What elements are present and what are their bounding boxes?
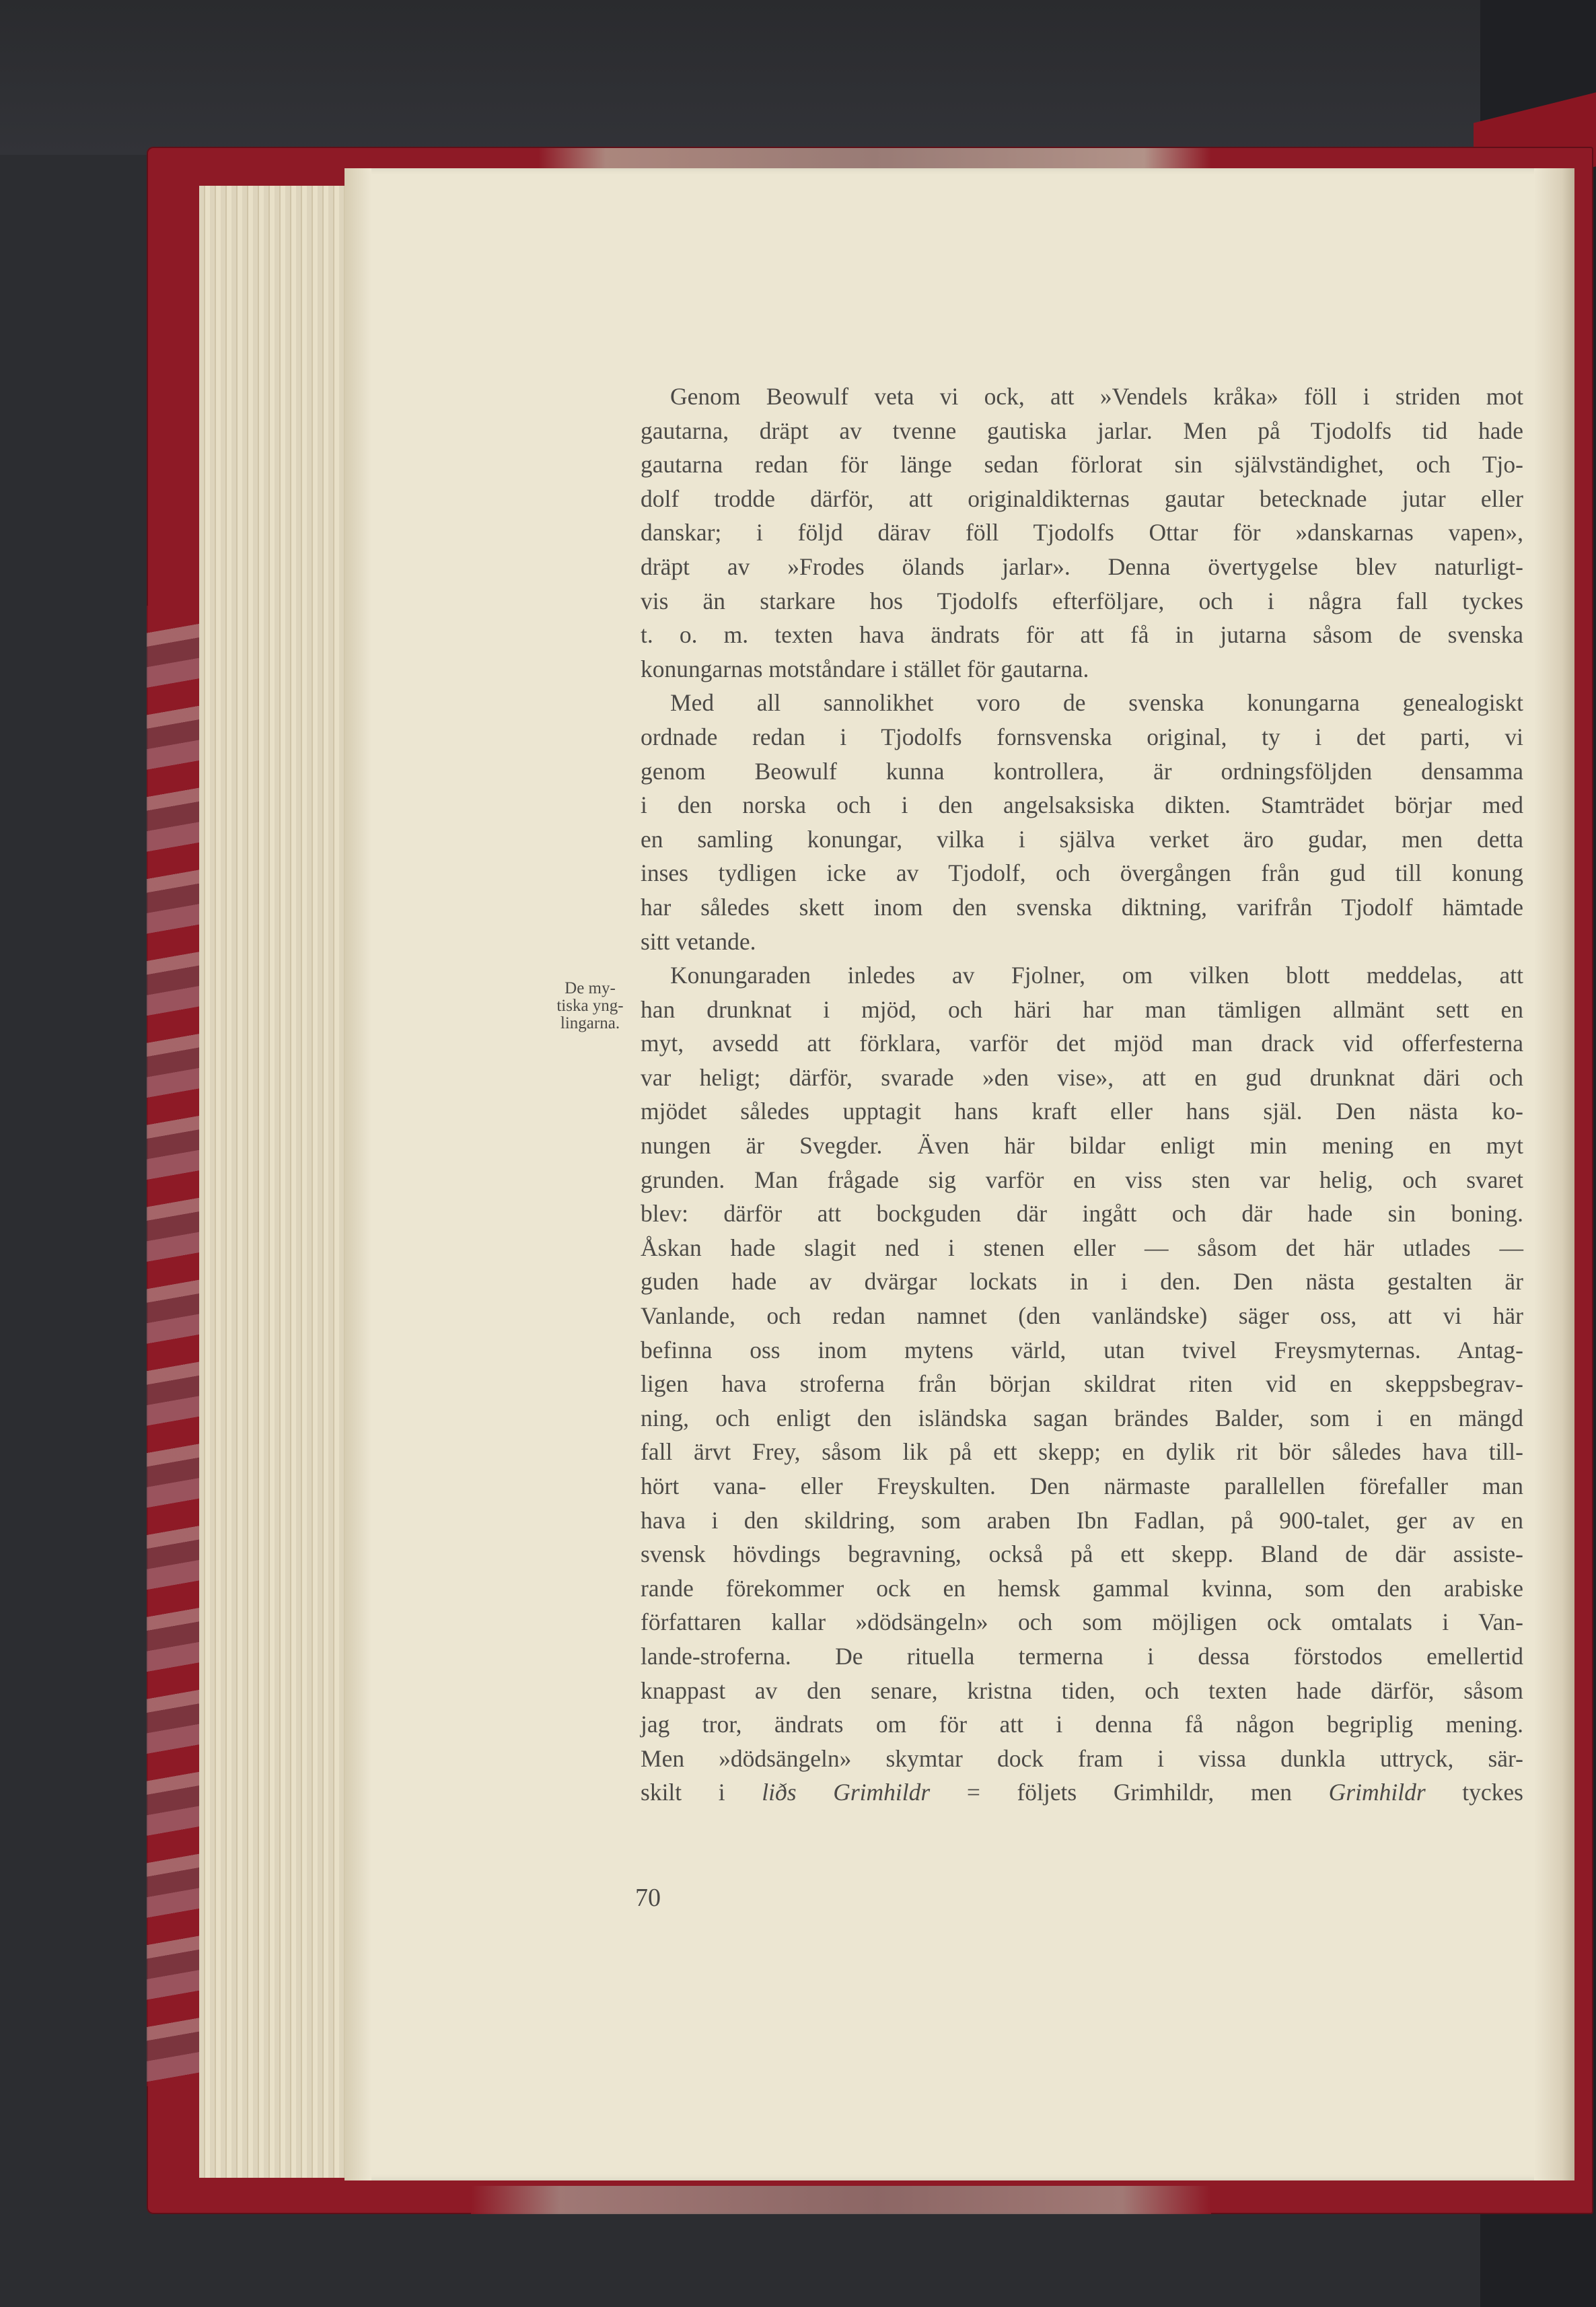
text-line: lande-stroferna. De rituella termerna i dessa förstodos emellertid bbox=[641, 1642, 1523, 1670]
text-line: inses tydligen icke av Tjodolf, och övergången från gud till konung bbox=[641, 859, 1523, 887]
text-line: Genom Beowulf veta vi ock, att »Vendels kråka» föll i striden mot bbox=[670, 383, 1523, 410]
text-line: en samling konungar, vilka i själva verket äro gudar, men detta bbox=[641, 825, 1523, 853]
text-line: guden hade av dvärgar lockats in i den. Den nästa gestalten är bbox=[641, 1268, 1523, 1296]
text-line: ligen hava stroferna från början skildrat riten vid en skeppsbegrav- bbox=[641, 1370, 1523, 1398]
page-edges bbox=[199, 186, 361, 2178]
text-line: fall ärvt Frey, såsom lik på ett skepp; en dylik rit bör således hava till- bbox=[641, 1438, 1523, 1466]
text-line: grunden. Man frågade sig varför en viss sten var helig, och svaret bbox=[641, 1166, 1523, 1193]
italic-term: liðs Grimhildr bbox=[762, 1779, 931, 1806]
margin-note-line: lingarna. bbox=[560, 1014, 620, 1032]
page-curl bbox=[1534, 168, 1574, 2180]
text-line-final bbox=[641, 1775, 1523, 1810]
text-segment: tyckes bbox=[1425, 1779, 1523, 1806]
text-line: ordnade redan i Tjodolfs fornsvenska original, ty i det parti, vi bbox=[641, 723, 1523, 750]
text-line: gautarna redan för länge sedan förlorat sin självständighet, och Tjo- bbox=[641, 451, 1523, 478]
margin-note-line: tiska yng- bbox=[556, 997, 624, 1015]
text-line: danskar; i följd därav föll Tjodolfs Ottar för »danskarnas vapen», bbox=[641, 519, 1523, 546]
body-text bbox=[641, 380, 1523, 1810]
text-line: har således skett inom den svenska diktning, varifrån Tjodolf hämtade bbox=[641, 893, 1523, 921]
text-line: hört vana- eller Freyskulten. Den närmaste parallellen förefaller man bbox=[641, 1472, 1523, 1499]
page-number: 70 bbox=[635, 1884, 661, 1912]
margin-note bbox=[540, 980, 641, 1032]
text-line: Men »dödsängeln» skymtar dock fram i vissa dunkla uttryck, sär- bbox=[641, 1744, 1523, 1772]
text-line: t. o. m. texten hava ändrats för att få in jutarna såsom de svenska bbox=[641, 621, 1523, 649]
cover-marbling bbox=[147, 606, 201, 2086]
cover-band-bottom bbox=[471, 2186, 1211, 2214]
page-gutter bbox=[344, 168, 371, 2180]
text-line: vis än starkare hos Tjodolfs efterföljare, och i några fall tyckes bbox=[641, 587, 1523, 614]
text-line: sitt vetande. bbox=[641, 927, 756, 955]
text-segment: = följets Grimhildr, men bbox=[930, 1779, 1329, 1806]
text-line: Åskan hade slagit ned i stenen eller — såsom det här utlades — bbox=[641, 1234, 1523, 1261]
text-line: författaren kallar »dödsängeln» och som möjligen ock omtalats i Van- bbox=[641, 1608, 1523, 1636]
margin-note-line: De my- bbox=[565, 979, 616, 997]
text-line: hava i den skildring, som araben Ibn Fadlan, på 900-talet, ger av en bbox=[641, 1506, 1523, 1534]
text-line: dolf trodde därför, att originaldikternas gautar betecknade jutar eller bbox=[641, 485, 1523, 512]
text-line: rande förekommer ock en hemsk gammal kvinna, som den arabiske bbox=[641, 1574, 1523, 1602]
italic-term: Grimhildr bbox=[1328, 1779, 1426, 1806]
text-segment: skilt i bbox=[641, 1779, 762, 1806]
text-line: var heligt; därför, svarade »den vise», att en gud drunknat däri och bbox=[641, 1063, 1523, 1091]
text-line: i den norska och i den angelsaksiska dikten. Stamträdet börjar med bbox=[641, 791, 1523, 819]
text-line: mjödet således upptagit hans kraft eller hans själ. Den nästa ko- bbox=[641, 1098, 1523, 1125]
text-line: Med all sannolikhet voro de svenska konungarna genealogiskt bbox=[670, 689, 1523, 717]
text-line: befinna oss inom mytens värld, utan tvivel Freysmyternas. Antag- bbox=[641, 1336, 1523, 1363]
text-line: blev: därför att bockguden där ingått och där hade sin boning. bbox=[641, 1200, 1523, 1228]
text-line: myt, avsedd att förklara, varför det mjöd man drack vid offerfesterna bbox=[641, 1030, 1523, 1057]
text-line: ning, och enligt den isländska sagan brändes Balder, som i en mängd bbox=[641, 1404, 1523, 1431]
text-line: genom Beowulf kunna kontrollera, är ordningsföljden densamma bbox=[641, 757, 1523, 785]
text-line: jag tror, ändrats om för att i denna få någon begriplig mening. bbox=[641, 1711, 1523, 1738]
text-line: gautarna, dräpt av tvenne gautiska jarlar. Men på Tjodolfs tid hade bbox=[641, 417, 1523, 444]
text-line: Vanlande, och redan namnet (den vanländske) säger oss, att vi här bbox=[641, 1302, 1523, 1330]
text-line: dräpt av »Frodes ölands jarlar». Denna övertygelse blev naturligt- bbox=[641, 553, 1523, 580]
text-line: Konungaraden inledes av Fjolner, om vilken blott meddelas, att bbox=[670, 962, 1523, 989]
text-line: nungen är Svegder. Även här bildar enligt min mening en myt bbox=[641, 1132, 1523, 1160]
text-line: konungarnas motståndare i stället för gautarna. bbox=[641, 655, 1089, 682]
text-line: knappast av den senare, kristna tiden, och texten hade därför, såsom bbox=[641, 1676, 1523, 1704]
text-line: han drunknat i mjöd, och häri har man tämligen allmänt sett en bbox=[641, 995, 1523, 1023]
text-line: svensk hövdings begravning, också på ett skepp. Bland de där assiste- bbox=[641, 1540, 1523, 1568]
backdrop bbox=[0, 0, 1596, 155]
